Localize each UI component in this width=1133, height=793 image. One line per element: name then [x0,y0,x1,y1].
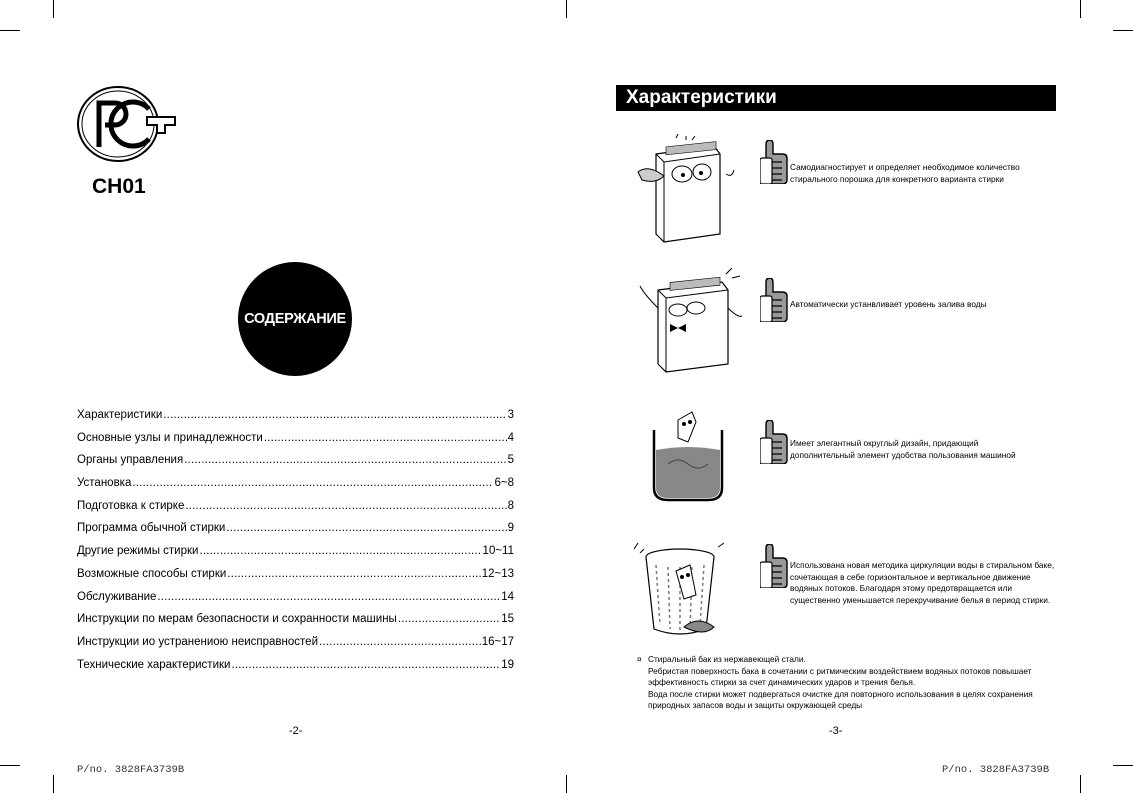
toc-entry-title: Органы управления [77,454,184,467]
toc-entry-title: Программа обычной стирки [77,522,226,535]
model-code: CH01 [92,175,146,198]
toc-entry-page: 9 [507,522,514,535]
part-number-right: P/no. 3828FA3739B [942,764,1050,776]
note-line: Ребристая поверхность бака в сочетании с ритмическим воздействием водяных потоков повышает эффективность стирки за счет динамических ударов и трения белья. [648,665,1032,687]
toc-entry-page: 8 [507,499,514,512]
toc-leader-dots [163,404,506,427]
crop-mark [1113,765,1133,766]
page-number-right: -3- [829,725,843,737]
toc-entry [77,563,514,586]
toc-entry-page: 16~17 [481,635,514,648]
certification-logo [75,85,181,163]
toc-entry-page: 19 [501,658,514,671]
toc-entry [77,427,514,450]
tub-illustration-design [648,410,748,510]
washer-illustration-detergent [636,134,736,234]
section-heading: Характеристики [616,85,1056,111]
crop-mark [1080,775,1081,793]
toc-leader-dots [185,495,506,518]
toc-entry-page: 12~13 [481,567,514,580]
toc-entry-title: Подготовка к стирке [77,499,185,512]
crop-mark [0,30,20,31]
toc-entry-page: 6~8 [494,477,514,490]
toc-entry-title: Технические характеристики [77,658,231,671]
toc-entry-title: Инструкции ио устранениою неисправностей [77,635,318,648]
toc-entry-title: Возможные способы стирки [77,567,227,580]
crop-mark [53,775,54,793]
note-bullet: ¤ [637,654,642,664]
toc-entry-page: 15 [501,613,514,626]
thumbs-up-icon [760,420,788,464]
crop-mark [566,0,567,18]
toc-entry-title: Характеристики [77,409,163,421]
contents-title: СОДЕРЖАНИЕ [244,311,346,327]
toc-leader-dots [319,631,481,654]
toc-leader-dots [157,586,500,609]
feature-text-1: Самодиагностирует и определяет необходимое количество стирального порошка для конкретного варианта стирки [790,162,1020,184]
page-number-left: -2- [289,725,303,737]
toc-entry [77,631,514,654]
crop-mark [566,775,567,793]
toc-leader-dots [184,449,506,472]
note-line: Стиральный бак из нержавеющей стали. [648,654,806,664]
feature-text-3: Имеет элегантный округлый дизайн, придающий дополнительный элемент удобства пользования машиной [790,438,1016,460]
table-of-contents [77,404,514,676]
contents-badge [238,262,352,376]
toc-entry-page: 5 [507,454,514,467]
toc-entry-title: Инструкции по мерам безопасности и сохранности машины [77,613,397,626]
toc-entry-title: Обслуживание [77,590,157,603]
thumbs-up-icon [760,544,788,588]
crop-mark [0,765,20,766]
toc-entry-page: 10~11 [482,545,514,558]
toc-entry [77,449,514,472]
stainless-tub-note [637,654,1038,712]
toc-leader-dots [226,517,506,540]
toc-entry [77,608,514,631]
toc-leader-dots [264,427,507,450]
crop-mark [1080,0,1081,18]
toc-entry [77,404,514,427]
toc-entry-page: 3 [507,409,514,421]
toc-leader-dots [199,540,481,563]
toc-entry [77,654,514,677]
feature-text-4: Использована новая методика циркуляции воды в стиральном баке, сочетающая в себе горизонтальное и вертикальное движение водяных потоков. Благодаря этому предотвращается или существенно уменьшается перекручивание белья в период стирки. [790,560,1055,605]
toc-entry [77,517,514,540]
toc-entry-title: Основные узлы и принадлежности [77,431,263,444]
note-line: Вода после стирки может подвергаться очистке для повторного использования в целях сохранения природных запасов воды и защиты окружающей среды [648,688,1033,710]
toc-entry [77,586,514,609]
toc-entry [77,540,514,563]
feature-text-2: Автоматически устанвливает уровень залива воды [790,299,987,309]
thumbs-up-icon [760,278,788,322]
toc-entry [77,495,514,518]
toc-leader-dots [231,654,500,677]
toc-leader-dots [227,563,480,586]
part-number-left: P/no. 3828FA3739B [77,764,185,776]
toc-entry [77,472,514,495]
thumbs-up-icon [760,140,788,184]
drum-illustration-circulation [630,535,730,635]
toc-leader-dots [132,472,493,495]
toc-entry-page: 14 [501,590,514,603]
crop-mark [53,0,54,18]
toc-entry-title: Установка [77,477,132,490]
toc-entry-page: 4 [507,431,514,444]
washer-illustration-water-level [636,268,736,368]
toc-leader-dots [398,608,500,631]
crop-mark [1113,30,1133,31]
toc-entry-title: Другие режимы стирки [77,545,199,558]
